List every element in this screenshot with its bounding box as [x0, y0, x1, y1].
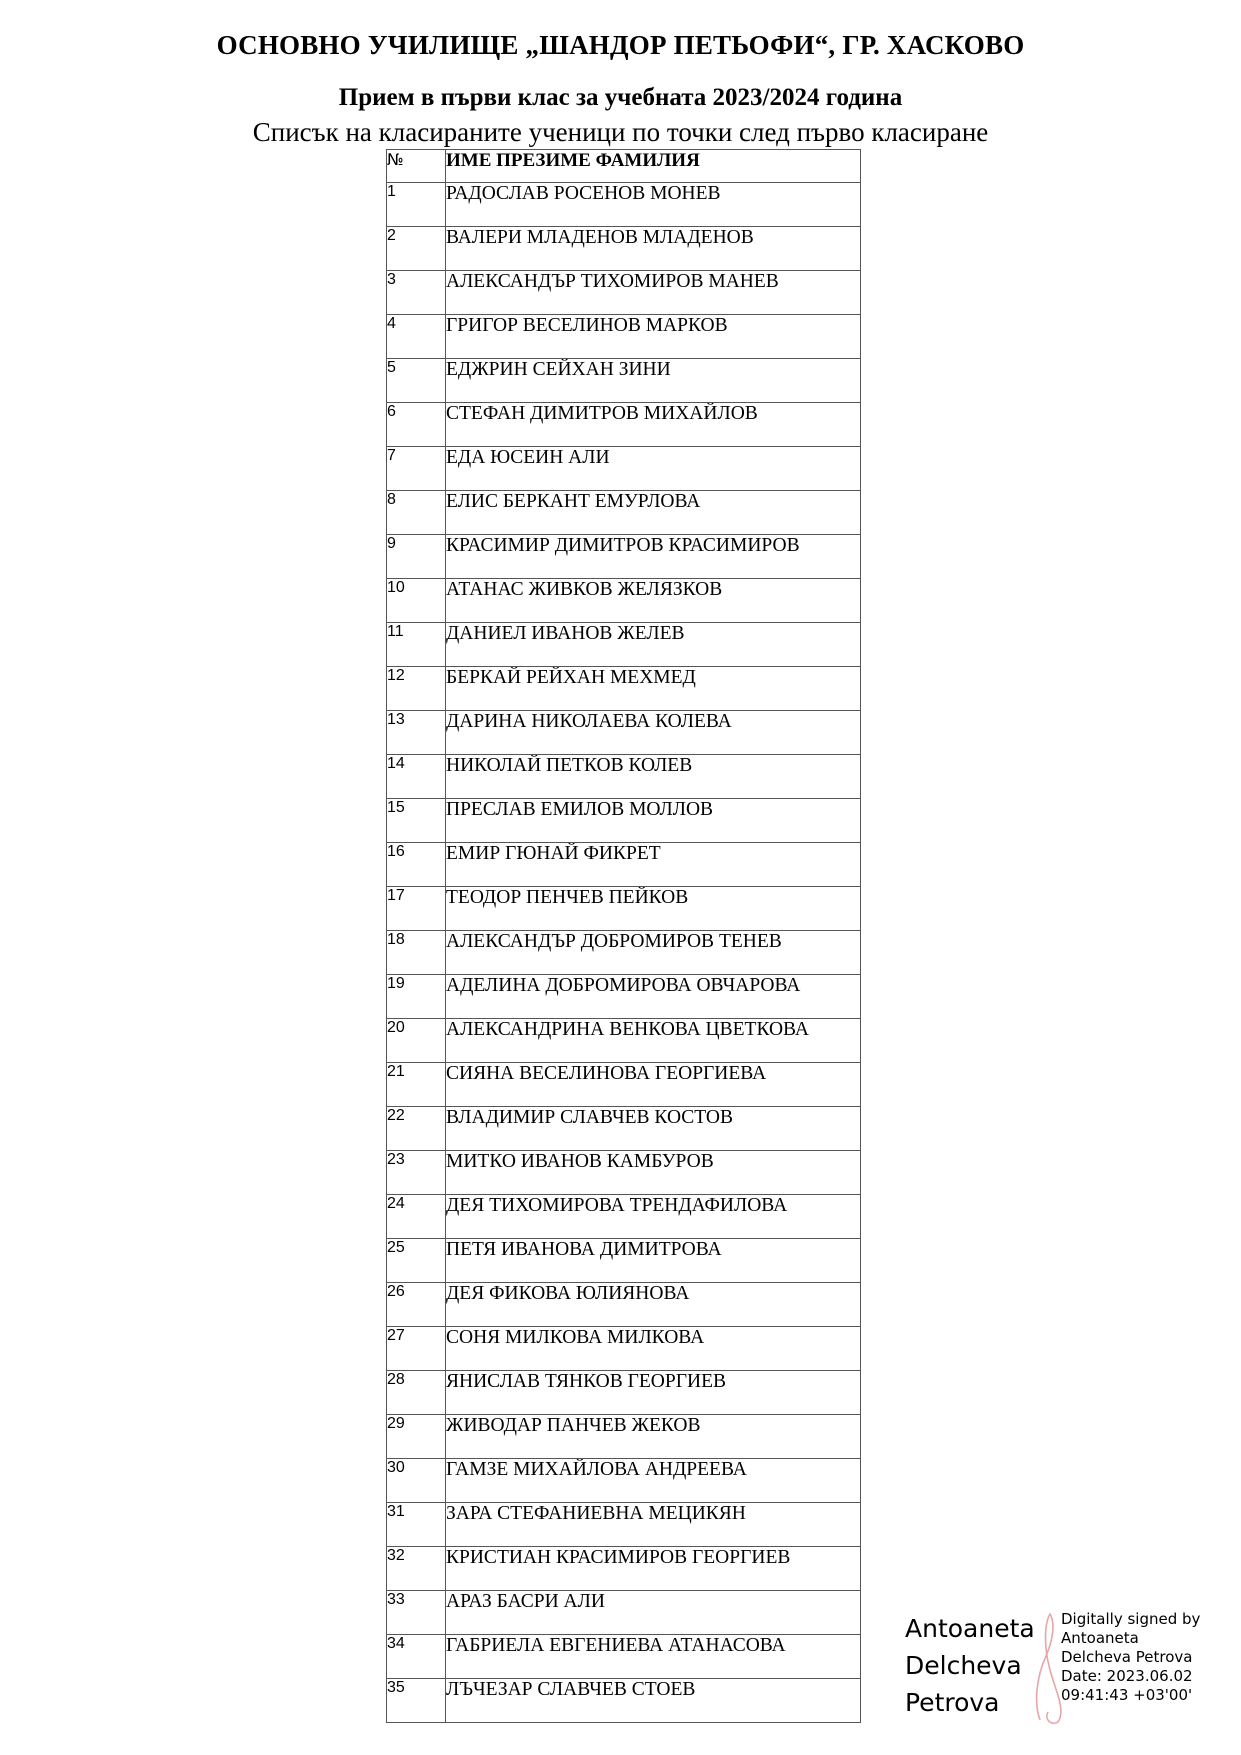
- row-number: 12: [387, 667, 446, 711]
- table-row: [387, 359, 861, 403]
- student-name: АЛЕКСАНДРИНА ВЕНКОВА ЦВЕТКОВА: [446, 1019, 861, 1063]
- table-row: [387, 1503, 861, 1547]
- signer-name: [905, 1610, 1035, 1721]
- student-name: ДАНИЕЛ ИВАНОВ ЖЕЛЕВ: [446, 623, 861, 667]
- student-name: ГРИГОР ВЕСЕЛИНОВ МАРКОВ: [446, 315, 861, 359]
- table-row: [387, 315, 861, 359]
- signer-name-line: Petrova: [905, 1688, 1000, 1717]
- student-name: ВЛАДИМИР СЛАВЧЕВ КОСТОВ: [446, 1107, 861, 1151]
- student-name: ГАМЗЕ МИХАЙЛОВА АНДРЕЕВА: [446, 1459, 861, 1503]
- table-row: [387, 579, 861, 623]
- table-row: [387, 271, 861, 315]
- student-name: АТАНАС ЖИВКОВ ЖЕЛЯЗКОВ: [446, 579, 861, 623]
- table-row: [387, 843, 861, 887]
- student-name: АЛЕКСАНДЪР ТИХОМИРОВ МАНЕВ: [446, 271, 861, 315]
- school-title: ОСНОВНО УЧИЛИЩЕ „ШАНДОР ПЕТЬОФИ“, ГР. ХАСКОВО: [216, 30, 1025, 60]
- student-name: СИЯНА ВЕСЕЛИНОВА ГЕОРГИЕВА: [446, 1063, 861, 1107]
- table-row: [387, 755, 861, 799]
- student-name: ГАБРИЕЛА ЕВГЕНИЕВА АТАНАСОВА: [446, 1635, 861, 1679]
- table-row: [387, 1547, 861, 1591]
- row-number: 34: [387, 1635, 446, 1679]
- student-name: ТЕОДОР ПЕНЧЕВ ПЕЙКОВ: [446, 887, 861, 931]
- student-name: ЗАРА СТЕФАНИЕВНА МЕЦИКЯН: [446, 1503, 861, 1547]
- table-row: [387, 1415, 861, 1459]
- table-row: [387, 799, 861, 843]
- row-number: 16: [387, 843, 446, 887]
- row-number: 28: [387, 1371, 446, 1415]
- student-name: ЕЛИС БЕРКАНТ ЕМУРЛОВА: [446, 491, 861, 535]
- table-header-row: [387, 150, 861, 183]
- row-number: 32: [387, 1547, 446, 1591]
- table-row: [387, 1063, 861, 1107]
- admission-title: Прием в първи клас за учебната 2023/2024 година: [338, 84, 903, 111]
- row-number: 11: [387, 623, 446, 667]
- table-row: [387, 1283, 861, 1327]
- row-number: 1: [387, 183, 446, 227]
- student-name: АДЕЛИНА ДОБРОМИРОВА ОВЧАРОВА: [446, 975, 861, 1019]
- student-name: ПЕТЯ ИВАНОВА ДИМИТРОВА: [446, 1239, 861, 1283]
- signature-detail-line: 09:41:43 +03'00': [1061, 1686, 1193, 1704]
- signature-detail-line: Digitally signed by: [1061, 1610, 1201, 1628]
- row-number: 8: [387, 491, 446, 535]
- table-row: [387, 667, 861, 711]
- row-number: 31: [387, 1503, 446, 1547]
- row-number: 5: [387, 359, 446, 403]
- table-row: [387, 931, 861, 975]
- row-number: 10: [387, 579, 446, 623]
- table-row: [387, 535, 861, 579]
- student-name: РАДОСЛАВ РОСЕНОВ МОНЕВ: [446, 183, 861, 227]
- table-row: [387, 1195, 861, 1239]
- table-row: [387, 183, 861, 227]
- signature-detail-line: Date: 2023.06.02: [1061, 1667, 1193, 1685]
- row-number: 6: [387, 403, 446, 447]
- table-row: [387, 623, 861, 667]
- table-row: [387, 403, 861, 447]
- table-row: [387, 447, 861, 491]
- row-number: 30: [387, 1459, 446, 1503]
- student-name: АРАЗ БАСРИ АЛИ: [446, 1591, 861, 1635]
- signer-name-line: Delcheva: [905, 1651, 1022, 1680]
- row-number: 22: [387, 1107, 446, 1151]
- table-row: [387, 975, 861, 1019]
- column-header-name: ИМЕ ПРЕЗИМЕ ФАМИЛИЯ: [446, 150, 861, 183]
- row-number: 19: [387, 975, 446, 1019]
- table-row: [387, 711, 861, 755]
- student-name: КРАСИМИР ДИМИТРОВ КРАСИМИРОВ: [446, 535, 861, 579]
- row-number: 18: [387, 931, 446, 975]
- student-name: ДЕЯ ФИКОВА ЮЛИЯНОВА: [446, 1283, 861, 1327]
- student-name: ДАРИНА НИКОЛАЕВА КОЛЕВА: [446, 711, 861, 755]
- student-name: ДЕЯ ТИХОМИРОВА ТРЕНДАФИЛОВА: [446, 1195, 861, 1239]
- row-number: 24: [387, 1195, 446, 1239]
- row-number: 2: [387, 227, 446, 271]
- student-name: ЕДЖРИН СЕЙХАН ЗИНИ: [446, 359, 861, 403]
- row-number: 13: [387, 711, 446, 755]
- table-row: [387, 1239, 861, 1283]
- student-name: МИТКО ИВАНОВ КАМБУРОВ: [446, 1151, 861, 1195]
- student-name: АЛЕКСАНДЪР ДОБРОМИРОВ ТЕНЕВ: [446, 931, 861, 975]
- table-body: [387, 183, 861, 1723]
- list-title: Списък на класираните ученици по точки след първо класиране: [252, 117, 989, 147]
- row-number: 3: [387, 271, 446, 315]
- row-number: 14: [387, 755, 446, 799]
- student-name: СТЕФАН ДИМИТРОВ МИХАЙЛОВ: [446, 403, 861, 447]
- student-name: СОНЯ МИЛКОВА МИЛКОВА: [446, 1327, 861, 1371]
- table-row: [387, 1327, 861, 1371]
- row-number: 33: [387, 1591, 446, 1635]
- signature-details: [1061, 1610, 1200, 1705]
- row-number: 25: [387, 1239, 446, 1283]
- signature-detail-line: Delcheva Petrova: [1061, 1648, 1193, 1666]
- table-row: [387, 1635, 861, 1679]
- signer-name-line: Antoaneta: [905, 1614, 1035, 1643]
- table-row: [387, 1459, 861, 1503]
- table-row: [387, 1591, 861, 1635]
- row-number: 27: [387, 1327, 446, 1371]
- students-table: [386, 149, 861, 1723]
- student-name: НИКОЛАЙ ПЕТКОВ КОЛЕВ: [446, 755, 861, 799]
- row-number: 29: [387, 1415, 446, 1459]
- student-name: ВАЛЕРИ МЛАДЕНОВ МЛАДЕНОВ: [446, 227, 861, 271]
- row-number: 9: [387, 535, 446, 579]
- row-number: 23: [387, 1151, 446, 1195]
- table-row: [387, 1371, 861, 1415]
- table-row: [387, 491, 861, 535]
- student-name: БЕРКАЙ РЕЙХАН МЕХМЕД: [446, 667, 861, 711]
- student-name: ПРЕСЛАВ ЕМИЛОВ МОЛЛОВ: [446, 799, 861, 843]
- table-row: [387, 1679, 861, 1723]
- row-number: 35: [387, 1679, 446, 1723]
- signature-detail-line: Antoaneta: [1061, 1629, 1139, 1647]
- student-name: ЕМИР ГЮНАЙ ФИКРЕТ: [446, 843, 861, 887]
- table-row: [387, 887, 861, 931]
- student-name: ЯНИСЛАВ ТЯНКОВ ГЕОРГИЕВ: [446, 1371, 861, 1415]
- row-number: 7: [387, 447, 446, 491]
- table-row: [387, 1151, 861, 1195]
- student-name: ЛЪЧЕЗАР СЛАВЧЕВ СТОЕВ: [446, 1679, 861, 1723]
- digital-signature: [905, 1608, 1225, 1728]
- row-number: 20: [387, 1019, 446, 1063]
- row-number: 21: [387, 1063, 446, 1107]
- row-number: 26: [387, 1283, 446, 1327]
- row-number: 15: [387, 799, 446, 843]
- column-header-number: №: [387, 150, 446, 183]
- row-number: 17: [387, 887, 446, 931]
- row-number: 4: [387, 315, 446, 359]
- table-row: [387, 1107, 861, 1151]
- table-row: [387, 1019, 861, 1063]
- student-name: ЕДА ЮСЕИН АЛИ: [446, 447, 861, 491]
- student-name: ЖИВОДАР ПАНЧЕВ ЖЕКОВ: [446, 1415, 861, 1459]
- student-name: КРИСТИАН КРАСИМИРОВ ГЕОРГИЕВ: [446, 1547, 861, 1591]
- table-row: [387, 227, 861, 271]
